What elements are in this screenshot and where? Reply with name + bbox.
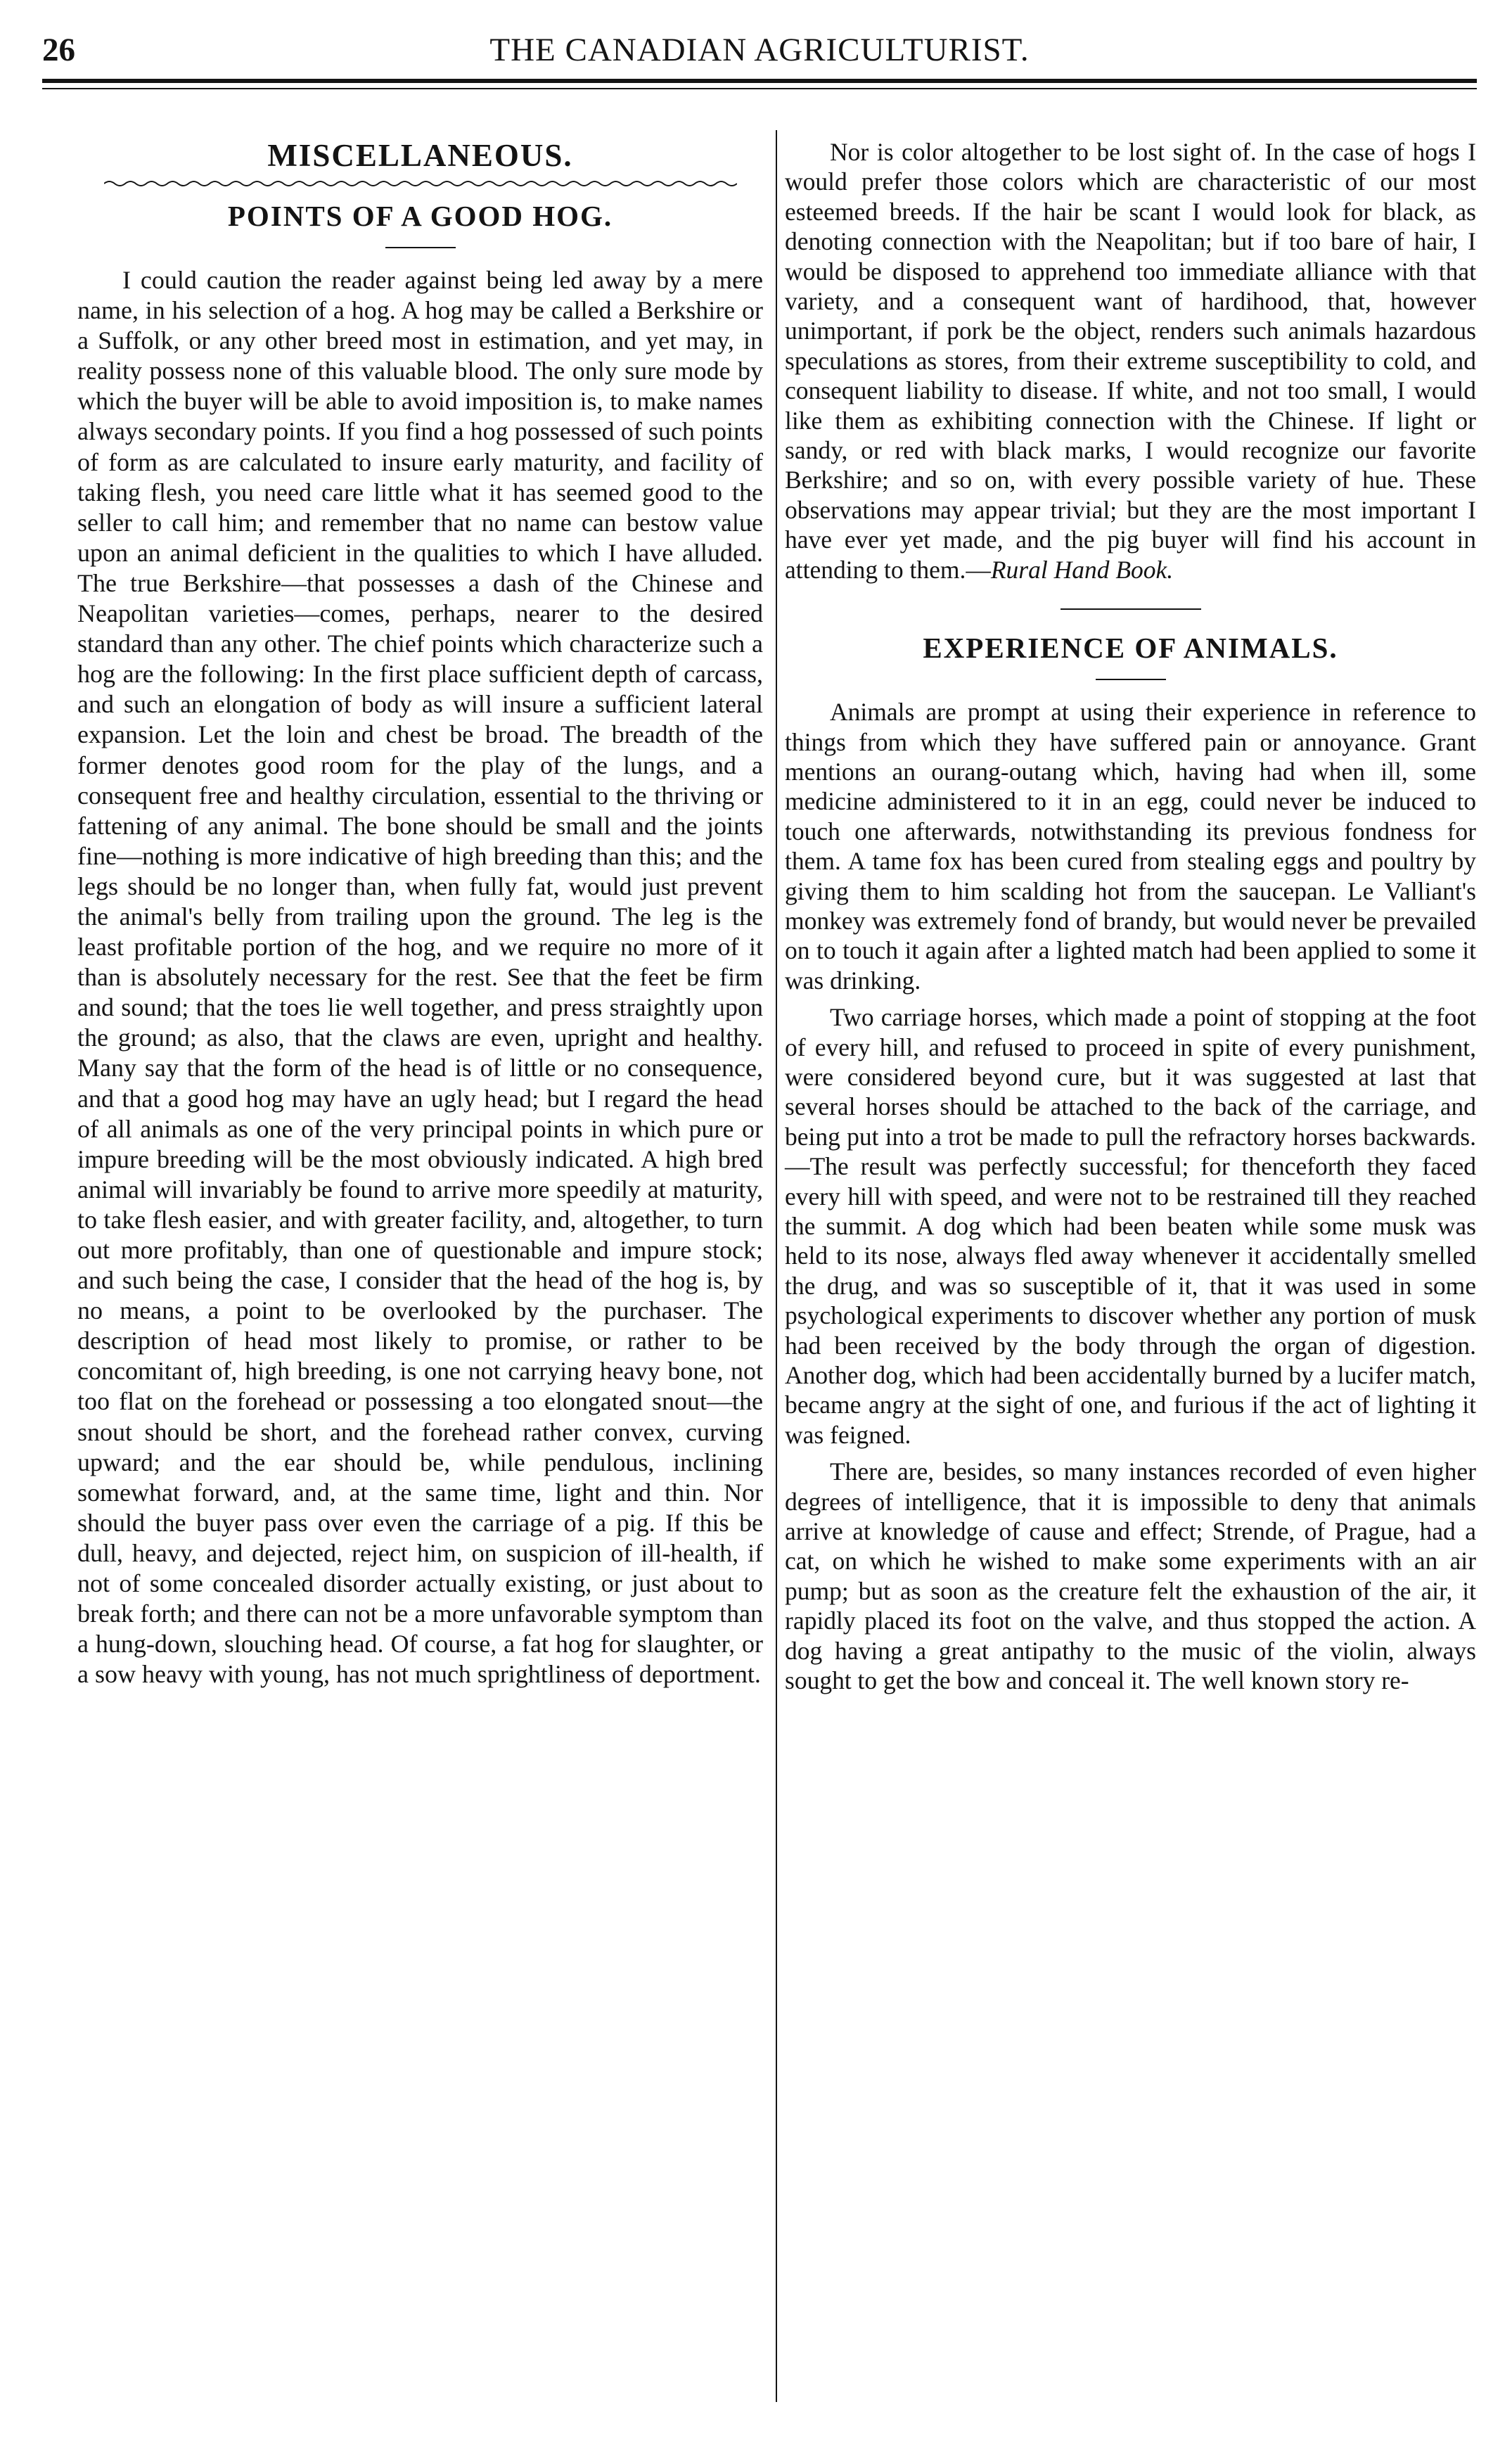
wavy-rule bbox=[104, 179, 737, 188]
header-rule-thin bbox=[42, 88, 1477, 89]
hog-paragraph-1: I could caution the reader against being led away by a mere name, in his selection of a hog. A hog may be called a Berkshire or a Suffolk, or any other breed most in estimation, and yet may, in reality possess none of this valuable blood. The only sure mode by which the buyer will be able to avoid imposition is, to make names always secondary points. If you find a hog possessed of such points of form as are calculated to insure early maturity, and facility of taking flesh, you need care little what it has seemed good to the seller to call him; and remember that no name can bestow value upon an animal deficient in the qualities to which I have alluded. The true Berkshire—that possesses a dash of the Chinese and Neapolitan varieties—comes, perhaps, nearer to the desired standard than any other. The chief points which characterize such a hog are the following: In the first place sufficient depth of carcass, and such an elongation of body as will insure a sufficient lateral expansion. Let the loin and chest be broad. The breadth of the former denotes good room for the play of the lungs, and a consequent free and healthy circulation, essential to the thriving or fattening of any animal. The bone should be small and the joints fine—nothing is more indicative of high breeding than this; and the legs should be no longer than, when fully fat, would just prevent the animal's belly from trailing upon the ground. The leg is the least profitable portion of the hog, and we require no more of it than is absolutely necessary for the rest. See that the feet be firm and sound; that the toes lie well together, and press straightly upon the ground; as also, that the claws are even, upright and healthy. Many say that the form of the head is of little or no consequence, and that a good hog may have an ugly head; but I regard the head of all animals as one of the very principal points in which pure or impure breeding will be the most obviously indicated. A high bred animal will invariably be found to arrive more speedily at maturity, to take flesh easier, and with greater facility, and, altogether, to turn out more profitably, than one of questionable and impure stock; and such being the case, I consider that the head of the hog is, by no means, a point to be overlooked by the purchaser. The description of head most likely to promise, or rather to be concomitant of, high breeding, is one not carrying heavy bone, not too flat on the forehead or possessing a too elongated snout—the snout should be short, and the forehead rather convex, curving upward; and the ear should be, while pendulous, inclining somewhat forward, and, at the same time, light and thin. Nor should the buyer pass over even the carriage of a pig. If this be dull, heavy, and dejected, reject him, on suspicion of ill-health, if not of some concealed disorder actually existing, or just about to break forth; and there can not be a more unfavorable symptom than a hung-down, slouching head. Of course, a fat hog for slaughter, or a sow heavy with young, has not much sprightliness of deportment. bbox=[77, 266, 763, 1689]
title-rule bbox=[385, 247, 456, 248]
section-title: MISCELLANEOUS. bbox=[267, 138, 573, 173]
column-divider bbox=[776, 130, 777, 2402]
animals-paragraph-3: There are, besides, so many instances recorded of even higher degrees of intelligence, that it is impossible to deny that animals arrive at knowledge of cause and effect; Strende, of Prague, had a cat, on which he wished to make some experiments with an air pump; but as soon as the creature felt the exhaustion of the air, it rapidly placed its foot on the valve, and thus stopped the action. A dog having a great antipathy to the music of the violin, always sought to get the bow and conceal it. The well known story re- bbox=[785, 1457, 1476, 1695]
hog-paragraph-2 bbox=[785, 137, 1476, 585]
animals-paragraph-2: Two carriage horses, which made a point of stopping at the foot of every hill, and refused to proceed in spite of every punishment, were considered beyond cure, but it was suggested at last that several horses should be attached to the back of the carriage, and being put into a trot be made to pull the refractory horses backwards.—The result was perfectly successful; for thenceforth they faced every hill with speed, and were not to be restrained till they reached the summit. A dog which had been beaten while some musk was held to its nose, always fled away whenever it accidentally smelled the drug, and was so susceptible of it, that it was used in some psychological experiments to discover whether any portion of musk had been received by the body through the organ of digestion. Another dog, which had been accidentally burned by a lucifer match, became angry at the sight of one, and furious if the act of lighting it was feigned. bbox=[785, 1003, 1476, 1449]
article-title-hog: POINTS OF A GOOD HOG. bbox=[227, 200, 613, 232]
article-source: Rural Hand Book. bbox=[990, 555, 1174, 584]
header-rule-thick bbox=[42, 79, 1477, 83]
page-header bbox=[42, 31, 1477, 94]
article-separator-rule bbox=[1061, 608, 1201, 610]
article-title-animals: EXPERIENCE OF ANIMALS. bbox=[923, 632, 1338, 665]
hog-paragraph-2-text: Nor is color altogether to be lost sight of. In the case of hogs I would prefer those colors which are characteristic of our most esteemed breeds. If the hair be scant I would look for black, as denoting connection with the Neapolitan; but if too bare of hair, I would be disposed to apprehend too immediate alliance with that variety, and a consequent want of hardihood, that, however unimportant, if pork be the object, renders such animals hazardous speculations as stores, from their extreme susceptibility to cold, and consequent liability to disease. If white, and not too small, I would like them as exhibiting connection with the Chinese. If light or sandy, or red with black marks, I would recognize our favorite Berkshire; and so on, with every possible variety of hue. These observations may appear trivial; but they are the most important I have ever yet made, and the pig buyer will find his account in attending to them.— bbox=[785, 138, 1476, 584]
page-number: 26 bbox=[42, 32, 75, 68]
right-column bbox=[785, 137, 1476, 1696]
left-column bbox=[77, 137, 763, 1690]
animals-paragraph-1: Animals are prompt at using their experience in reference to things from which they have suffered pain or annoyance. Grant mentions an ourang-outang which, having had when ill, some medicine administered to it in an egg, could never be induced to touch one afterwards, notwithstanding its previous fondness for them. A tame fox has been cured from stealing eggs and poultry by giving them to him scalding hot from the saucepan. Le Valliant's monkey was extremely fond of brandy, but would never be prevailed on to touch it again after a lighted match had been applied to some it was drinking. bbox=[785, 698, 1476, 995]
title-rule bbox=[1096, 679, 1166, 680]
running-title: THE CANADIAN AGRICULTURIST. bbox=[489, 32, 1030, 68]
